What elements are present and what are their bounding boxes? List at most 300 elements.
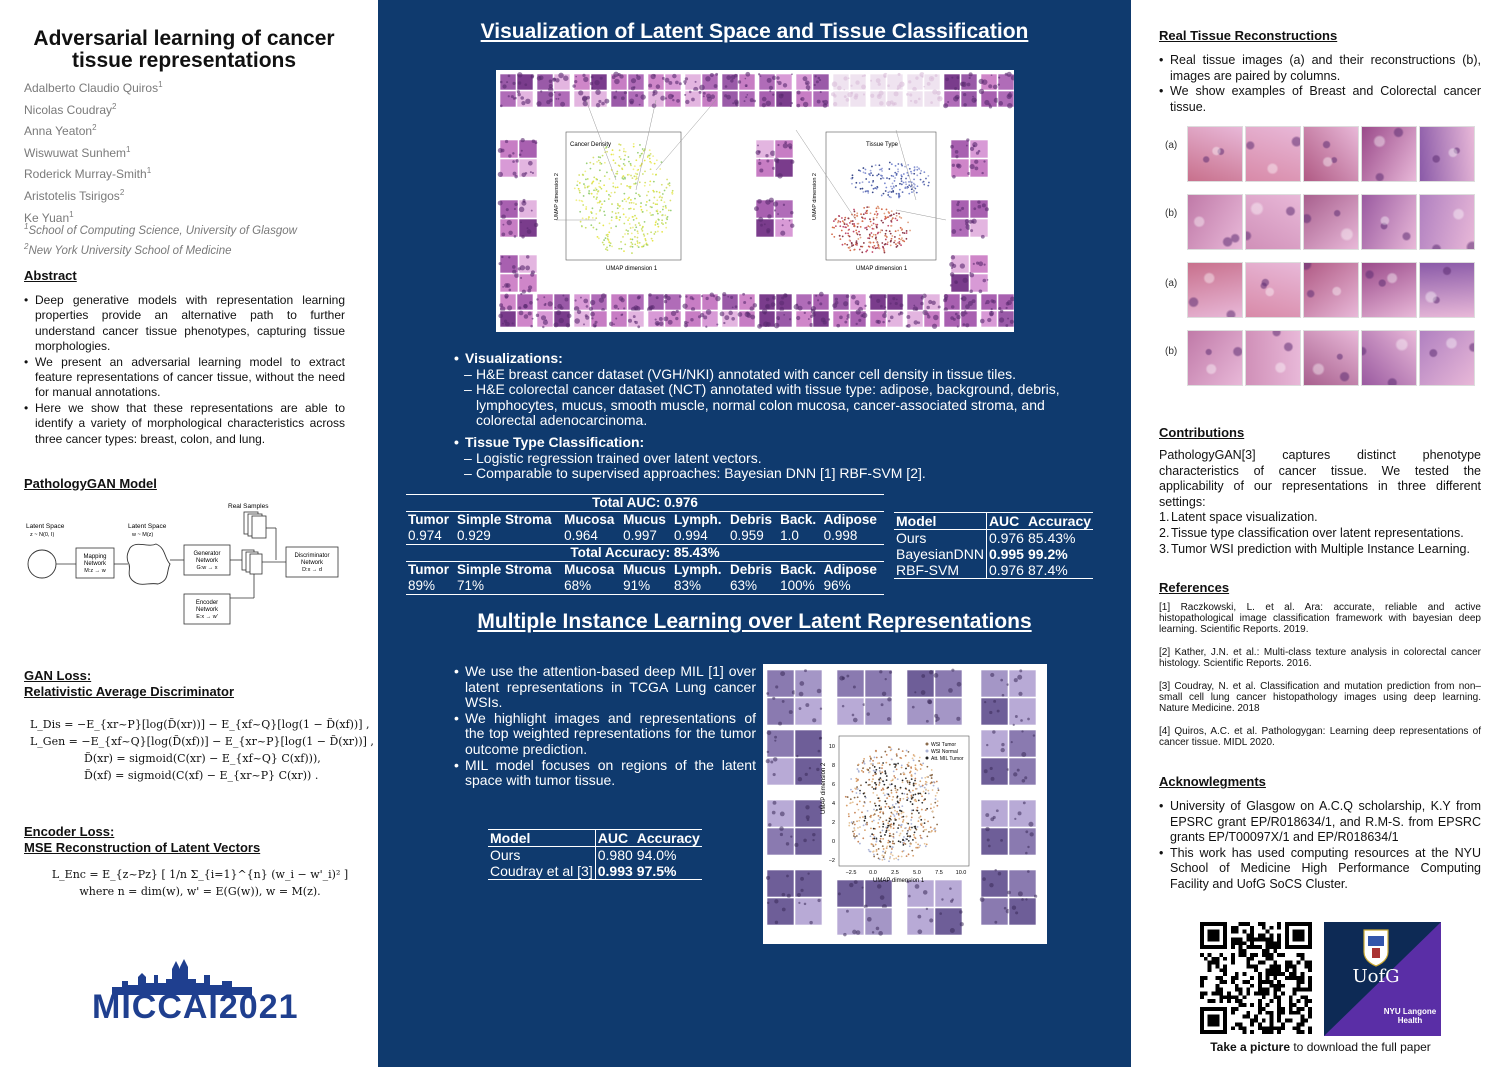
scatter-point	[873, 814, 875, 816]
scatter-point	[605, 248, 607, 250]
scatter-point	[898, 197, 900, 199]
scatter-point	[896, 246, 898, 248]
scatter-point	[910, 801, 912, 803]
scatter-point	[864, 218, 866, 220]
scatter-point	[904, 187, 906, 189]
scatter-point	[898, 818, 900, 820]
scatter-point	[884, 800, 886, 802]
scatter-point	[639, 144, 641, 146]
tissue-tile	[1009, 828, 1036, 855]
scatter-point	[621, 168, 623, 170]
scatter-point	[879, 248, 881, 250]
scatter-point	[901, 805, 903, 807]
scatter-point	[869, 756, 871, 758]
scatter-point	[890, 812, 892, 814]
scatter-point	[924, 819, 926, 821]
scatter-point	[886, 243, 888, 245]
scatter-point	[655, 222, 657, 224]
scatter-point	[910, 766, 912, 768]
scatter-point	[894, 240, 896, 242]
scatter-point	[844, 219, 846, 221]
scatter-point	[842, 236, 844, 238]
scatter-point	[611, 211, 613, 213]
scatter-point	[643, 150, 645, 152]
scatter-point	[606, 190, 608, 192]
scatter-point	[890, 853, 892, 855]
scatter-point	[919, 757, 921, 759]
scatter-point	[896, 791, 898, 793]
author: Roderick Murray-Smith$^1$	[24, 166, 152, 182]
scatter-point	[596, 196, 598, 198]
scatter-point	[904, 166, 906, 168]
scatter-point	[629, 202, 631, 204]
scatter-point	[885, 190, 887, 192]
scatter-point	[898, 813, 900, 815]
scatter-point	[655, 231, 657, 233]
scatter-point	[870, 827, 872, 829]
scatter-point	[915, 842, 917, 844]
scatter-point	[864, 829, 866, 831]
scatter-point	[607, 236, 609, 238]
scatter-point	[919, 780, 921, 782]
scatter-point	[889, 846, 891, 848]
scatter-point	[900, 787, 902, 789]
scatter-point	[902, 830, 904, 832]
scatter-point	[891, 214, 893, 216]
scatter-point	[880, 838, 882, 840]
scatter-point	[896, 811, 898, 813]
scatter-point	[896, 753, 898, 755]
scatter-point	[917, 185, 919, 187]
scatter-point	[907, 764, 909, 766]
scatter-point	[931, 777, 933, 779]
scatter-point	[858, 764, 860, 766]
scatter-point	[874, 757, 876, 759]
recon-bullet: • Real tissue images (a) and their reconstructions (b), images are paired by columns.	[1159, 53, 1481, 84]
scatter-point	[863, 760, 865, 762]
scatter-point	[595, 198, 597, 200]
scatter-point	[914, 767, 916, 769]
x-axis-label-right: UMAP dimension 1	[856, 266, 908, 272]
scatter-point	[860, 213, 862, 215]
scatter-point	[908, 840, 910, 842]
tissue-tile	[628, 74, 644, 90]
scatter-point	[923, 791, 925, 793]
scatter-point	[595, 217, 597, 219]
scatter-point	[911, 173, 913, 175]
scatter-point	[587, 178, 589, 180]
right-column	[1131, 0, 1508, 1067]
scatter-point	[854, 829, 856, 831]
scatter-point	[886, 847, 888, 849]
tissue-tile	[756, 159, 774, 177]
tissue-tile	[837, 908, 864, 935]
scatter-point	[900, 178, 902, 180]
svg-text:Network: Network	[300, 560, 324, 566]
tissue-tile	[981, 898, 1008, 925]
scatter-point	[878, 784, 880, 786]
scatter-point	[889, 230, 891, 232]
scatter-point	[860, 188, 862, 190]
scatter-point	[933, 785, 935, 787]
scatter-point	[588, 193, 590, 195]
scatter-point	[907, 782, 909, 784]
scatter-point	[630, 242, 632, 244]
scatter-point	[628, 156, 630, 158]
scatter-point	[664, 214, 666, 216]
scatter-point	[886, 209, 888, 211]
scatter-point	[847, 796, 849, 798]
scatter-point	[866, 206, 868, 208]
scatter-point	[899, 800, 901, 802]
scatter-point	[842, 244, 844, 246]
scatter-point	[598, 160, 600, 162]
scatter-point	[854, 788, 856, 790]
scatter-point	[624, 198, 626, 200]
scatter-point	[589, 162, 591, 164]
scatter-point	[854, 249, 856, 251]
scatter-point	[872, 760, 874, 762]
scatter-point	[896, 212, 898, 214]
scatter-point	[873, 788, 875, 790]
scatter-point	[586, 162, 588, 164]
scatter-point	[894, 177, 896, 179]
row-label: (b)	[1165, 208, 1178, 219]
scatter-point	[646, 210, 648, 212]
scatter-point	[894, 766, 896, 768]
scatter-point	[869, 246, 871, 248]
scatter-point	[935, 798, 937, 800]
scatter-point	[897, 859, 899, 861]
scatter-point	[661, 219, 663, 221]
scatter-point	[628, 186, 630, 188]
recon-tile	[1361, 126, 1417, 182]
scatter-point	[897, 168, 899, 170]
scatter-point	[872, 180, 874, 182]
latent-w-blob	[127, 544, 170, 584]
scatter-point	[653, 197, 655, 199]
scatter-point	[914, 773, 916, 775]
scatter-point	[856, 212, 858, 214]
x-tick-label: 5.0	[913, 870, 921, 876]
reference-item: [2] Kather, J.N. et al.: Multi-class texture analysis in colorectal cancer histology. Scientific Reports. 2016.	[1159, 647, 1481, 669]
scatter-point	[862, 181, 864, 183]
scatter-point	[845, 232, 847, 234]
scatter-point	[667, 216, 669, 218]
gan-loss-heading: GAN Loss: Relativistic Average Discriminator	[24, 668, 235, 699]
scatter-point	[612, 182, 614, 184]
svg-text:Network: Network	[195, 558, 219, 564]
scatter-point	[652, 190, 654, 192]
scatter-point	[844, 223, 846, 225]
scatter-point	[878, 819, 880, 821]
tissue-tile	[951, 200, 969, 218]
scatter-point	[872, 792, 874, 794]
scatter-point	[874, 772, 876, 774]
scatter-point	[884, 252, 886, 254]
scatter-point	[910, 843, 912, 845]
scatter-point	[862, 191, 864, 193]
scatter-point	[910, 819, 912, 821]
scatter-point	[875, 788, 877, 790]
model-heading: PathologyGAN Model	[24, 476, 157, 491]
scatter-point	[854, 812, 856, 814]
scatter-point	[612, 149, 614, 151]
x-tick-label: 0.0	[869, 870, 877, 876]
gan-loss-equations	[30, 716, 374, 784]
scatter-point	[638, 246, 640, 248]
scatter-point	[852, 177, 854, 179]
scatter-point	[841, 217, 843, 219]
svg-text:Latent Space: Latent Space	[26, 523, 65, 530]
scatter-point	[662, 223, 664, 225]
scatter-point	[634, 215, 636, 217]
x-tick-label: 10.0	[955, 870, 967, 876]
abstract-bullets	[24, 293, 345, 447]
scatter-point	[905, 827, 907, 829]
scatter-point	[851, 245, 853, 247]
scatter-point	[574, 187, 576, 189]
scatter-point	[881, 771, 883, 773]
scatter-point	[847, 232, 849, 234]
scatter-point	[662, 206, 664, 208]
scatter-point	[889, 818, 891, 820]
scatter-point	[625, 201, 627, 203]
scatter-point	[913, 183, 915, 185]
contribution-item: 1. Latent space visualization.	[1159, 510, 1318, 525]
svg-text:D:x → d: D:x → d	[302, 567, 322, 573]
scatter-point	[642, 173, 644, 175]
scatter-point	[921, 809, 923, 811]
scatter-point	[876, 186, 878, 188]
scatter-point	[653, 202, 655, 204]
scatter-point	[869, 226, 871, 228]
scatter-point	[902, 839, 904, 841]
scatter-point	[931, 830, 933, 832]
scatter-point	[894, 236, 896, 238]
scatter-point	[893, 858, 895, 860]
scatter-point	[904, 232, 906, 234]
scatter-point	[630, 246, 632, 248]
scatter-point	[884, 794, 886, 796]
scatter-point	[852, 220, 854, 222]
recon-tile	[1303, 194, 1359, 250]
scatter-point	[879, 817, 881, 819]
scatter-point	[878, 164, 880, 166]
scatter-point	[593, 189, 595, 191]
scatter-point	[894, 818, 896, 820]
scatter-point	[639, 157, 641, 159]
scatter-point	[896, 813, 898, 815]
scatter-point	[866, 227, 868, 229]
svg-text:WSI Tumor: WSI Tumor	[931, 742, 957, 748]
scatter-point	[879, 231, 881, 233]
scatter-point	[910, 823, 912, 825]
scatter-point	[581, 226, 583, 228]
scatter-point	[895, 230, 897, 232]
scatter-point	[893, 827, 895, 829]
tissue-tile	[685, 74, 701, 90]
recon-tile	[1419, 126, 1475, 182]
scatter-point	[909, 168, 911, 170]
scatter-point	[642, 227, 644, 229]
y-tick-label: −2	[828, 858, 835, 864]
scatter-point	[891, 225, 893, 227]
scatter-point	[906, 815, 908, 817]
scatter-point	[870, 170, 872, 172]
scatter-point	[644, 185, 646, 187]
scatter-point	[905, 181, 907, 183]
scatter-point	[901, 176, 903, 178]
scatter-point	[665, 207, 667, 209]
scatter-point	[926, 784, 928, 786]
scatter-point	[870, 757, 872, 759]
scatter-point	[887, 827, 889, 829]
scatter-point	[905, 755, 907, 757]
scatter-point	[906, 793, 908, 795]
scatter-point	[931, 774, 933, 776]
scatter-point	[925, 829, 927, 831]
scatter-point	[894, 815, 896, 817]
scatter-point	[624, 233, 626, 235]
mil-bullet: • We highlight images and representations of the top weighted representations for the tumor outcome prediction.	[454, 711, 756, 758]
scatter-point	[637, 237, 639, 239]
scatter-point	[885, 230, 887, 232]
scatter-point	[891, 235, 893, 237]
scatter-point	[585, 178, 587, 180]
scatter-point	[877, 762, 879, 764]
scatter-point	[925, 845, 927, 847]
scatter-point	[624, 164, 626, 166]
scatter-point	[579, 211, 581, 213]
scatter-point	[602, 155, 604, 157]
auc-accuracy-table: Total AUC: 0.976 Tumor Simple Stroma Mucosa Mucus Lymph. Debris Back. Adipose 0.974 0.929 0.964 0.997 0.994 0.959 1.0 0.998 Total Accuracy: 85.43% Tumor Simple Stroma Mucosa Mucus Lymph. Debris Back. Adipose 89% 71% 68% 91% 83% 63% 100% 96%	[406, 494, 884, 595]
scatter-point	[896, 768, 898, 770]
scatter-point	[642, 148, 644, 150]
mil-bullet: • MIL model focuses on regions of the latent space with tumor tissue.	[454, 758, 756, 789]
scatter-point	[610, 227, 612, 229]
scatter-point	[852, 801, 854, 803]
auc-row: 0.974 0.929 0.964 0.997 0.994 0.959 1.0 0.998	[408, 528, 858, 543]
equation: L_Gen = −E_{xf~Q}[log(D̃(xf))] − E_{xr~P}[log(1 − D̃(xr))] ,	[30, 735, 374, 748]
scatter-point	[576, 184, 578, 186]
mil-comparison-table: Model AUC Accuracy Ours 0.980 94.0% Coudray et al [3] 0.993 97.5%	[490, 830, 700, 879]
scatter-point	[831, 233, 833, 235]
scatter-point	[927, 175, 929, 177]
scatter-point	[650, 162, 652, 164]
scatter-point	[897, 230, 899, 232]
scatter-point	[862, 767, 864, 769]
scatter-point	[597, 202, 599, 204]
scatter-point	[900, 227, 902, 229]
scatter-point	[622, 178, 624, 180]
scatter-point	[869, 234, 871, 236]
scatter-point	[611, 246, 613, 248]
scatter-point	[602, 242, 604, 244]
scatter-point	[863, 758, 865, 760]
scatter-point	[873, 188, 875, 190]
qr-code-icon[interactable]	[1200, 922, 1312, 1034]
scatter-point	[657, 226, 659, 228]
recon-tile	[1303, 262, 1359, 318]
scatter-point	[672, 192, 674, 194]
scatter-point	[604, 214, 606, 216]
scatter-point	[893, 823, 895, 825]
scatter-point	[926, 836, 928, 838]
scatter-point	[875, 224, 877, 226]
scatter-point	[849, 239, 851, 241]
scatter-point	[862, 816, 864, 818]
scatter-point	[898, 238, 900, 240]
svg-text:z ~ N(0, I): z ~ N(0, I)	[30, 532, 55, 538]
scatter-point	[924, 787, 926, 789]
recon-bullets	[1159, 53, 1481, 115]
scatter-point	[630, 238, 632, 240]
scatter-point	[859, 182, 861, 184]
scatter-point	[906, 799, 908, 801]
scatter-point	[865, 169, 867, 171]
model-comparison-table: Model AUC Accuracy Ours 0.976 85.43% BayesianDNN 0.995 99.2% RBF-SVM 0.976 87.4%	[896, 513, 1092, 578]
scatter-point	[913, 785, 915, 787]
scatter-point	[893, 213, 895, 215]
tissue-tile	[981, 828, 1008, 855]
y-tick-label: 4	[831, 801, 835, 807]
scatter-point	[596, 193, 598, 195]
scatter-point	[624, 154, 626, 156]
scatter-point	[649, 212, 651, 214]
scatter-point	[898, 242, 900, 244]
scatter-point	[903, 182, 905, 184]
scatter-point	[920, 768, 922, 770]
scatter-point	[668, 209, 670, 211]
scatter-point	[922, 785, 924, 787]
scatter-point	[870, 815, 872, 817]
scatter-point	[620, 241, 622, 243]
scatter-point	[884, 751, 886, 753]
scatter-point	[637, 169, 639, 171]
scatter-point	[917, 820, 919, 822]
scatter-point	[861, 216, 863, 218]
scatter-point	[881, 859, 883, 861]
scatter-point	[614, 162, 616, 164]
scatter-point	[598, 156, 600, 158]
scatter-point	[895, 165, 897, 167]
scatter-point	[900, 174, 902, 176]
scatter-point	[892, 796, 894, 798]
scatter-point	[915, 847, 917, 849]
scatter-point	[616, 171, 618, 173]
scatter-point	[630, 163, 632, 165]
svg-text:Encoder: Encoder	[195, 600, 219, 606]
latent-z-circle	[28, 550, 56, 578]
scatter-point	[591, 193, 593, 195]
scatter-point	[905, 787, 907, 789]
scatter-point	[599, 210, 601, 212]
scatter-point	[926, 776, 928, 778]
scatter-point	[907, 797, 909, 799]
scatter-point	[893, 775, 895, 777]
scatter-point	[857, 796, 859, 798]
scatter-point	[620, 248, 622, 250]
scatter-point	[634, 198, 636, 200]
scatter-point	[919, 792, 921, 794]
scatter-point	[603, 211, 605, 213]
scatter-point	[635, 203, 637, 205]
scatter-point	[630, 208, 632, 210]
scatter-point	[873, 242, 875, 244]
scatter-point	[852, 791, 854, 793]
scatter-point	[908, 762, 910, 764]
